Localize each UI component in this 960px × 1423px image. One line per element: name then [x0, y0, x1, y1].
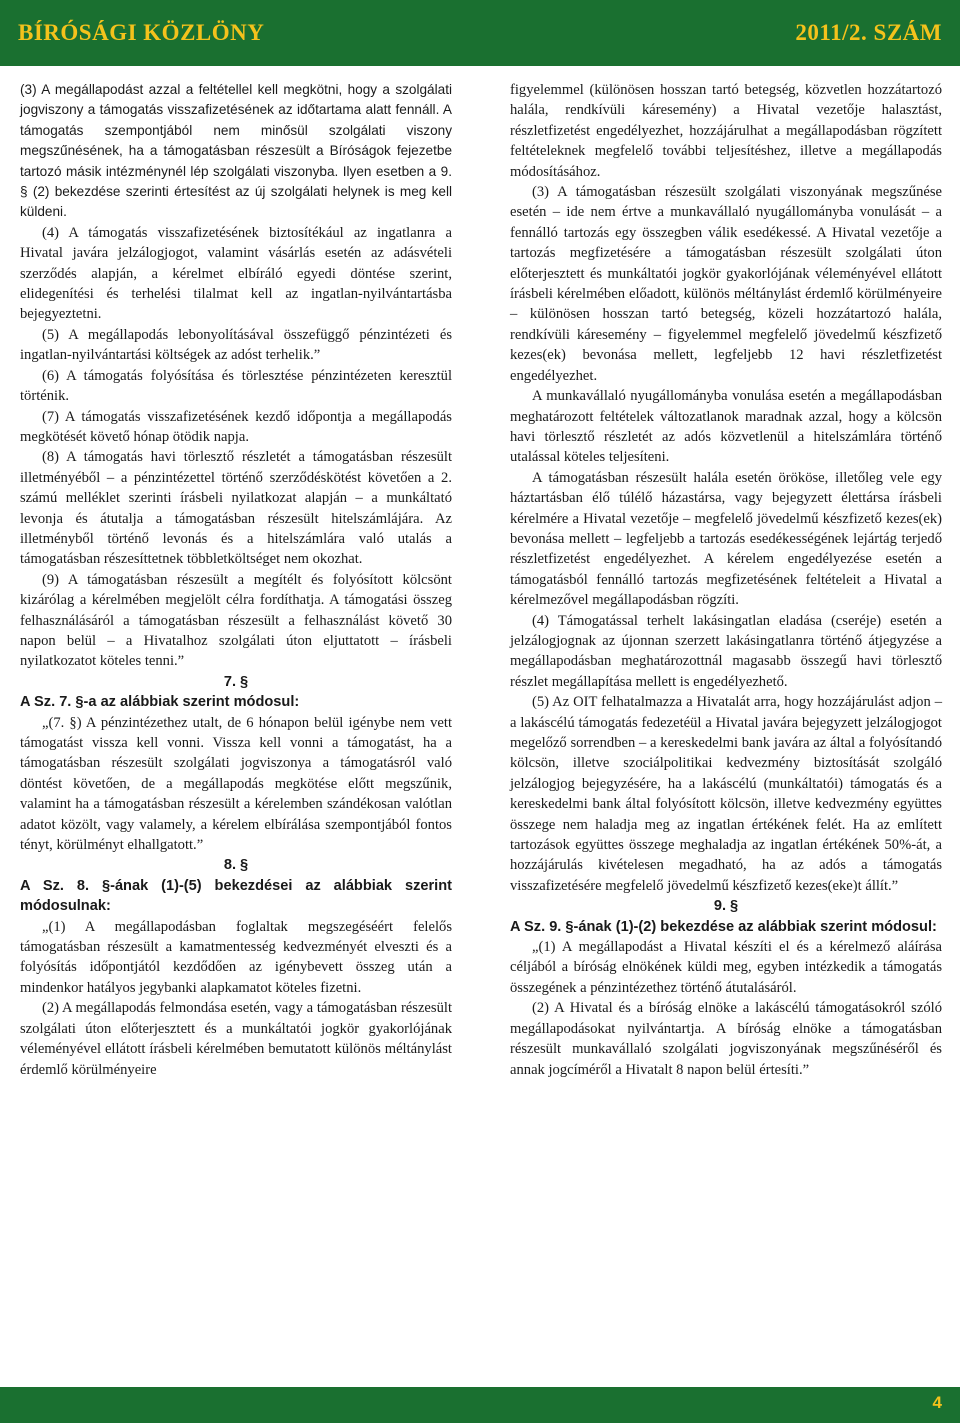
paragraph: (8) A támogatás havi törlesztő részletét a támogatásban részesült illetményéből – a pénzintézettel történő szerződéskötést követően a 2. számú melléklet szerinti írásbeli nyilatkozat alapján – a munkáltató levonja és átutalja a támogatásban részesült hitelszámlájára. Az illetményből történő levonás és a hitelszámlára való utalás a támogatásban részesíttetnek többletköltséget nem okozhat. — [20, 449, 452, 568]
paragraph: (5) A megállapodás lebonyolításával összefüggő pénzintézeti és ingatlan-nyilvántartási költségek az adóst terhelik.” — [20, 326, 452, 364]
paragraph: (2) A Hivatal és a bíróság elnöke a lakáscélú támogatásokról szóló megállapodásokat nyilvántartja. A bíróság elnöke a támogatásban részesült munkavállaló szolgálati jogviszonyának megszűnéséről és annak jogcíméről a Hivatalt 8 napon belül értesíti.” — [510, 1000, 942, 1078]
page-header — [0, 0, 960, 66]
section-title: A Sz. 7. §-a az alábbiak szerint módosul: — [20, 694, 300, 711]
section-number: 9. § — [713, 898, 739, 915]
issue-number: 2011/2. SZÁM — [795, 20, 942, 45]
paragraph: A támogatásban részesült halála esetén örököse, illetőleg vele egy háztartásban élő túlélő házastársa, vagy bejegyzett élettársa írásbeli kérelmére a Hivatal vezetője – megfelelő jövedelmű készfizető kezes(ek) bevonása mellett – legfeljebb a tartozás esedékességének lejártág terjedő részletfizetést engedélyezhet. A kérelem engedélyezése esetén a támogatásból fennálló tartozás megfizetésének feltételeit a Hivatal a kérelmezővel megállapodásban rögzíti. — [510, 469, 942, 609]
left-column — [20, 80, 452, 1080]
page-footer — [0, 1387, 960, 1423]
paragraph: „(1) A megállapodásban foglaltak megszegéséért felelős támogatásban részesült a kamatmentesség kedvezményét elveszti és a folyósítás időpontjától kezdődően az igénybevett összeg után a mindenkor hatályos jegybanki alapkamatot köteles fizetni. — [20, 918, 452, 996]
paragraph: (9) A támogatásban részesült a megítélt és folyósított kölcsönt kizárólag a kérelmében megjelölt célra fordíthatja. A támogatási összeg felhasználásáról a támogatásban részesült a felhasználást követő 30 napon belül – a Hivatalhoz szolgálati úton eljuttatott – írásbeli nyilatkozatot köteles tenni.” — [20, 571, 452, 670]
paragraph: (3) A támogatásban részesült szolgálati viszonyának megszűnése esetén – ide nem értve a munkavállaló nyugállományba vonulását – a fennálló tartozás egy összegben válik esedékessé. A Hivatal vezetője a tartozás megfizetésére a támogatásban részesült szolgálati úton előterjesztett és munkáltatói jogkör gyakorlójának véleményével ellátott írásbeli kérelmében előadott, különös méltánylást érdemlő körülményeire – különösen hosszan tartó betegség, közeli hozzátartozó halála, rendkívüli káresemény – figyelemmel megfelelő jövedelmű készfizető kezes(ek) bevonása mellett, legfeljebb 12 havi részletfizetést engedélyezhet. — [510, 184, 942, 384]
paragraph: (3) A megállapodást azzal a feltétellel kell megkötni, hogy a szolgálati jogviszony a támogatás visszafizetésének az időtartama alatt fennáll. A támogatás szempontjából nem minősül szolgálati viszony megszűnésének, ha a támogatásban részesült a Bíróságok fejezetbe tartozó másik intézménynél lép szolgálati viszonyba. Ilyen esetben a 9. § (2) bekezdése szerinti értesítést az új szolgálati helynek is meg kell küldeni. — [20, 82, 452, 220]
section-title: A Sz. 8. §-ának (1)-(5) bekezdései az alábbiak szerint módosulnak: — [20, 877, 452, 915]
paragraph: A munkavállaló nyugállományba vonulása esetén a megállapodásban meghatározott feltételek változatlanok maradnak azzal, hogy a kölcsön havi törlesztő részletét az adós közvetlenül a hitelszámlára történő utalással köteles teljesíteni. — [510, 388, 942, 466]
section-number: 8. § — [223, 857, 249, 874]
paragraph: „(1) A megállapodást a Hivatal készíti el és a kérelmező aláírása céljából a bíróság elnökének küldi meg, egyben intézkedik a támogatás összegének a pénzintézethez történő átutalásáról. — [510, 939, 942, 996]
paragraph: (2) A megállapodás felmondása esetén, vagy a támogatásban részesült szolgálati úton előterjesztett és a munkáltatói jogkör gyakorlójának véleményével ellátott írásbeli kérelmében bemutatott különös méltánylást érdemlő körülményeire — [20, 1000, 452, 1078]
journal-title: BÍRÓSÁGI KÖZLÖNY — [18, 20, 265, 45]
paragraph: (4) Támogatással terhelt lakásingatlan eladása (cseréje) esetén a jelzálogjognak az újonnan szerzett lakásingatlanra történő átjegyzése a megállapodásban meghatározottnál magasabb összegű havi törlesztő részlet megállapítása mellett is engedélyezhető. — [510, 612, 942, 690]
right-column — [510, 80, 942, 1080]
section-title: A Sz. 9. §-ának (1)-(2) bekezdése az alábbiak szerint módosul: — [510, 918, 937, 935]
page-number: 4 — [932, 1393, 942, 1412]
paragraph: (4) A támogatás visszafizetésének biztosítékául az ingatlanra a Hivatal javára jelzálogjogot, valamint vásárlás esetén az adásvételi szerződés alapján, a kérelmet elbíráló egyedi döntése szerint, elidegenítési és terhelési tilalmat kell az ingatlan-nyilvántartásba bejegyeztetni. — [20, 224, 452, 323]
paragraph: „(7. §) A pénzintézethez utalt, de 6 hónapon belül igénybe nem vett támogatást vissza kell vonni. Vissza kell vonni a támogatást, ha a támogatásban részesült szolgálati jogviszonya a támogatásról való döntést követően, de a megállapodás megkötése előtt megszűnik, valamint ha a támogatásban részesült a kérelemben szándékosan valótlan adatot közölt, vagy valamely, a kérelem elbírálása szempontjából fontos tényt, körülményt elhallgatott.” — [20, 714, 452, 854]
paragraph: (7) A támogatás visszafizetésének kezdő időpontja a megállapodás megkötését követő hónap ötödik napja. — [20, 408, 452, 445]
section-number: 7. § — [223, 673, 249, 690]
paragraph: (5) Az OIT felhatalmazza a Hivatalát arra, hogy hozzájárulást adjon – a lakáscélú támogatás fedezetéül a Hivatal javára bejegyzett jelzálogjogot megelőző sorrendben – a kereskedelmi bank javára az által a folyósítandó kölcsön, illetve szociálpolitikai kedvezmény biztosítását szolgáló jelzálogjog bejegyzésére, ha a lakáscélú (munkáltatói) támogatás és a kereskedelmi bank által folyósított kölcsön, illetve kedvezmény együttes összege nem haladja meg az ingatlan értékének felét. Ha az említett tartozások együttes összege meghaladja az ingatlan értékének 50%-át, a hozzájárulás kivételesen megadható, ha az adós a támogatás visszafizetésére megfelelő jövedelmű készfizető kezes(eke)t állít.” — [510, 694, 942, 894]
paragraph: figyelemmel (különösen hosszan tartó betegség, közvetlen hozzátartozó halála, rendkívüli káresemény) a Hivatal vezetője halasztást, részletfizetést engedélyezhet, hozzájárulhat a megállapodásban rögzített feltételeknek megfelelő további teljesítéshez, illetve a megállapodás módosításához. — [510, 82, 942, 180]
paragraph: (6) A támogatás folyósítása és törlesztése pénzintézeten keresztül történik. — [20, 367, 452, 405]
